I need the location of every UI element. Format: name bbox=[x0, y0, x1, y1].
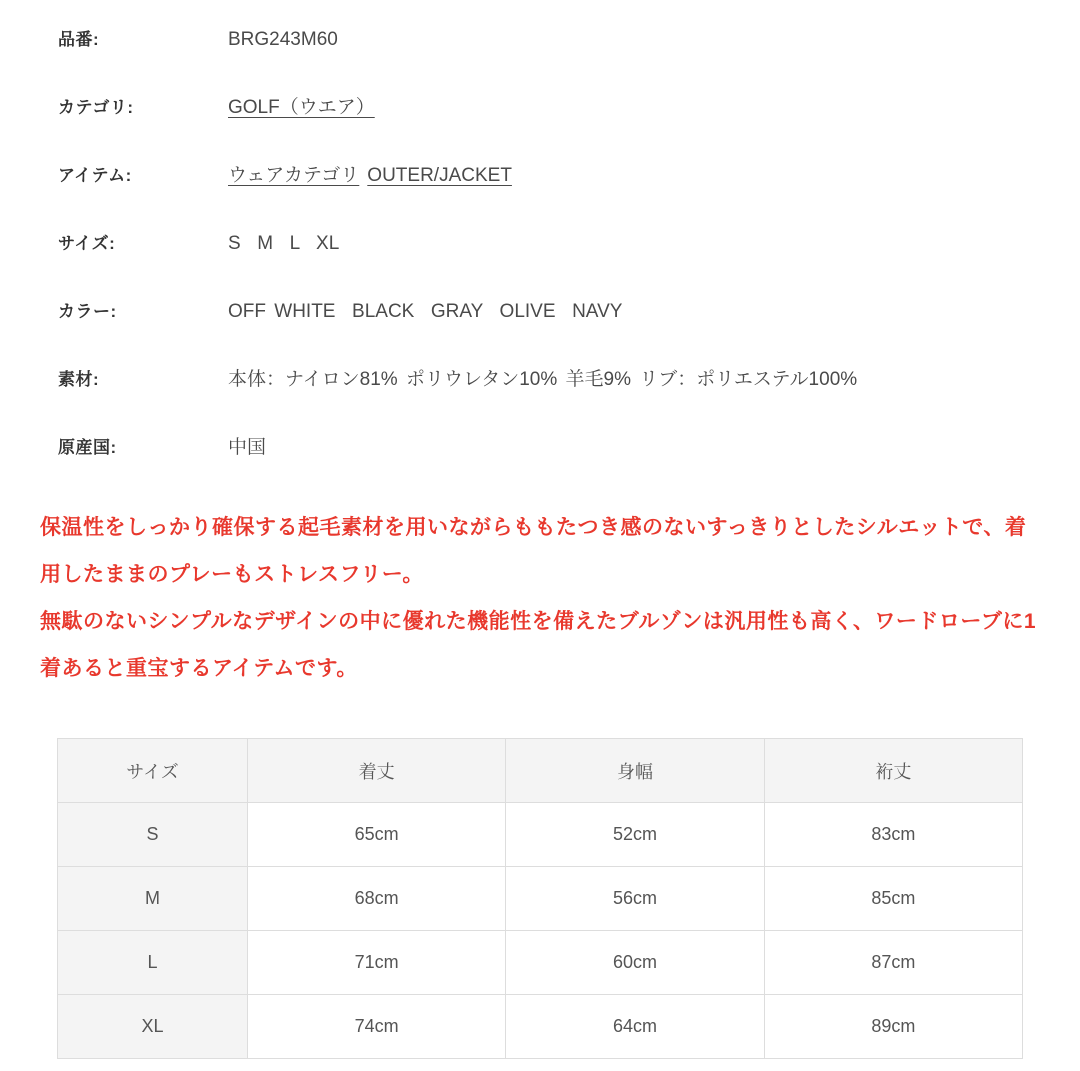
spec-label: 原産国: bbox=[58, 438, 117, 457]
spec-label: 品番: bbox=[58, 30, 100, 49]
wear-category-link[interactable]: ウェアカテゴリ bbox=[228, 165, 360, 186]
item-number-value: BRG243M60 bbox=[228, 29, 338, 50]
size-chart-header-size: サイズ bbox=[58, 739, 248, 803]
size-chart-header-sleeve: 裄丈 bbox=[764, 739, 1022, 803]
item-type-value bbox=[228, 164, 512, 188]
sleeve-cell: 87cm bbox=[764, 931, 1022, 995]
size-chart-table bbox=[57, 738, 1023, 1059]
table-row bbox=[58, 995, 1023, 1059]
length-cell: 68cm bbox=[248, 867, 506, 931]
size-cell: M bbox=[58, 867, 248, 931]
product-spec-list bbox=[0, 0, 1080, 460]
country-of-origin-value: 中国 bbox=[228, 437, 267, 458]
size-chart-header-row bbox=[58, 739, 1023, 803]
spec-label: サイズ: bbox=[58, 234, 116, 253]
material-value: 本体：ナイロン81% ポリウレタン10% 羊毛9% リブ：ポリエステル100% bbox=[228, 369, 858, 390]
description-paragraph: 無駄のないシンプルなデザインの中に優れた機能性を備えたブルゾンは汎用性も高く、ワードローブに1着あると重宝するアイテムです。 bbox=[40, 610, 1037, 680]
width-cell: 52cm bbox=[506, 803, 764, 867]
colors-value: OFF WHITE BLACK GRAY OLIVE NAVY bbox=[228, 301, 623, 322]
product-description bbox=[40, 504, 1042, 692]
size-cell: XL bbox=[58, 995, 248, 1059]
length-cell: 74cm bbox=[248, 995, 506, 1059]
spec-row-item-type bbox=[58, 164, 1060, 188]
size-chart-header-length: 着丈 bbox=[248, 739, 506, 803]
spec-label: カテゴリ: bbox=[58, 98, 134, 117]
table-row bbox=[58, 931, 1023, 995]
outer-jacket-link[interactable]: OUTER/JACKET bbox=[367, 165, 512, 186]
spec-label: アイテム: bbox=[58, 166, 132, 185]
size-cell: L bbox=[58, 931, 248, 995]
description-paragraph: 保温性をしっかり確保する起毛素材を用いながらももたつき感のないすっきりとしたシルエットで、着用したままのプレーもストレスフリー。 bbox=[40, 516, 1027, 586]
width-cell: 60cm bbox=[506, 931, 764, 995]
spec-row-category bbox=[58, 96, 1060, 120]
size-chart-header-width: 身幅 bbox=[506, 739, 764, 803]
spec-label: カラー: bbox=[58, 302, 117, 321]
width-cell: 56cm bbox=[506, 867, 764, 931]
sleeve-cell: 83cm bbox=[764, 803, 1022, 867]
spec-row-country-of-origin bbox=[58, 436, 1060, 460]
width-cell: 64cm bbox=[506, 995, 764, 1059]
sleeve-cell: 85cm bbox=[764, 867, 1022, 931]
sleeve-cell: 89cm bbox=[764, 995, 1022, 1059]
length-cell: 71cm bbox=[248, 931, 506, 995]
table-row bbox=[58, 867, 1023, 931]
length-cell: 65cm bbox=[248, 803, 506, 867]
spec-row-item-number bbox=[58, 28, 1060, 52]
category-value bbox=[228, 96, 375, 120]
spec-row-sizes bbox=[58, 232, 1060, 256]
category-link[interactable]: GOLF（ウエア） bbox=[228, 97, 375, 118]
table-row bbox=[58, 803, 1023, 867]
spec-row-colors bbox=[58, 300, 1060, 324]
spec-label: 素材: bbox=[58, 370, 100, 389]
spec-row-material bbox=[58, 368, 1060, 392]
sizes-value: S M L XL bbox=[228, 233, 340, 254]
size-cell: S bbox=[58, 803, 248, 867]
